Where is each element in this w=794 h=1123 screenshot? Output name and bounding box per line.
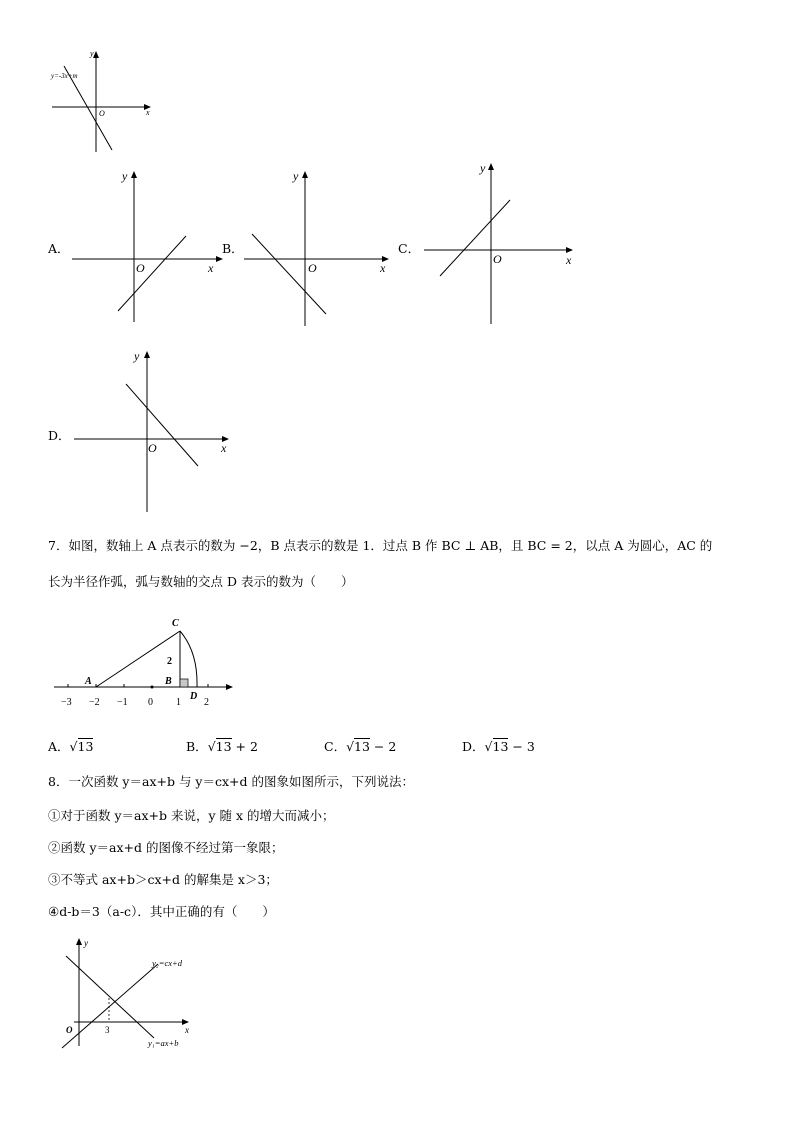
q7-option-a[interactable] bbox=[48, 737, 93, 755]
x-label: x bbox=[221, 441, 227, 455]
option-d-letter[interactable]: D． bbox=[48, 428, 71, 443]
question-8-item-4: ④d-b＝3（a-c）．其中正确的有（ ） bbox=[48, 904, 275, 919]
x-label: x bbox=[380, 261, 386, 275]
origin-label: O bbox=[66, 1025, 73, 1035]
question-7-figure bbox=[52, 612, 242, 712]
x-mark-label: 3 bbox=[105, 1025, 110, 1035]
question-8-item-1: ①对于函数 y＝ax+b 来说，y 随 x 的增大而减小； bbox=[48, 808, 335, 823]
x-label: x bbox=[146, 108, 150, 117]
line-label: y=-3x+m bbox=[51, 72, 78, 80]
sqrt-icon: √ bbox=[207, 739, 216, 754]
label-b: B bbox=[165, 676, 172, 687]
radicand: 13 bbox=[77, 739, 94, 754]
sqrt-icon: √ bbox=[346, 739, 355, 754]
option-tail: + 2 bbox=[231, 739, 258, 754]
radicand: 13 bbox=[215, 739, 232, 754]
origin-label: O bbox=[136, 261, 145, 275]
graph-line bbox=[126, 384, 198, 466]
tick-label: −1 bbox=[117, 697, 128, 708]
y2-label: y₂=cx+d bbox=[152, 958, 182, 968]
x-label: x bbox=[185, 1025, 189, 1035]
question-7-line-2: 长为半径作弧，弧与数轴的交点 D 表示的数为（ ） bbox=[48, 574, 354, 589]
question-8-figure bbox=[58, 934, 208, 1054]
question-8-item-3: ③不等式 ax+b＞cx+d 的解集是 x＞3； bbox=[48, 872, 278, 887]
y-label: y bbox=[293, 169, 299, 183]
graph-line bbox=[118, 236, 186, 311]
radicand: 13 bbox=[492, 739, 509, 754]
origin-label: O bbox=[493, 252, 502, 266]
q6-given-graph bbox=[50, 48, 160, 158]
q7-option-c[interactable] bbox=[324, 737, 396, 755]
option-tail: − 3 bbox=[508, 739, 535, 754]
q7-option-b[interactable] bbox=[186, 737, 258, 755]
question-7-line-1: 7．如图，数轴上 A 点表示的数为 −2，B 点表示的数是 1．过点 B 作 BC ⊥ AB，且 BC = 2，以点 A 为圆心，AC 的 bbox=[48, 538, 713, 553]
y-label: y bbox=[122, 169, 128, 183]
origin-label: O bbox=[308, 261, 317, 275]
zero-point bbox=[151, 686, 154, 689]
y-label: y bbox=[84, 938, 88, 948]
y-label: y bbox=[90, 49, 94, 58]
option-c-letter[interactable]: C． bbox=[398, 241, 421, 256]
option-letter: D． bbox=[462, 739, 485, 754]
y-label: y bbox=[134, 349, 140, 363]
question-8-intro: 8．一次函数 y＝ax+b 与 y＝cx+d 的图象如图所示，下列说法： bbox=[48, 774, 414, 789]
y-label: y bbox=[480, 161, 486, 175]
question-8-item-2: ②函数 y＝ax+d 的图像不经过第一象限； bbox=[48, 840, 284, 855]
option-letter: B． bbox=[186, 739, 208, 754]
tick-label: 0 bbox=[148, 697, 153, 708]
radicand: 13 bbox=[354, 739, 370, 754]
right-angle-mark bbox=[180, 679, 188, 687]
option-letter: C． bbox=[324, 739, 347, 754]
label-d: D bbox=[190, 691, 198, 702]
q7-option-d[interactable] bbox=[462, 737, 535, 755]
tick-label: −2 bbox=[89, 697, 100, 708]
option-tail: − 2 bbox=[369, 739, 397, 754]
sqrt-icon: √ bbox=[69, 739, 78, 754]
label-a: A bbox=[85, 676, 92, 687]
arc-cd bbox=[180, 631, 197, 687]
x-label: x bbox=[208, 261, 214, 275]
option-c-graph[interactable] bbox=[420, 158, 580, 328]
tick-label: 2 bbox=[204, 697, 209, 708]
option-letter: A． bbox=[48, 739, 70, 754]
label-c: C bbox=[172, 618, 179, 629]
tick-label: −3 bbox=[61, 697, 72, 708]
sqrt-icon: √ bbox=[484, 739, 493, 754]
option-a-graph[interactable] bbox=[68, 166, 228, 326]
y1-label: y₁=ax+b bbox=[148, 1038, 179, 1048]
option-d-graph[interactable] bbox=[70, 346, 240, 516]
label-bc-length: 2 bbox=[167, 656, 172, 667]
x-label: x bbox=[566, 253, 572, 267]
line-y2 bbox=[62, 964, 158, 1048]
option-a-letter[interactable]: A． bbox=[48, 241, 70, 256]
tick-label: 1 bbox=[176, 697, 181, 708]
option-b-letter[interactable]: B． bbox=[222, 241, 244, 256]
origin-label: O bbox=[99, 109, 105, 118]
option-b-graph[interactable] bbox=[240, 166, 400, 326]
origin-label: O bbox=[148, 441, 157, 455]
